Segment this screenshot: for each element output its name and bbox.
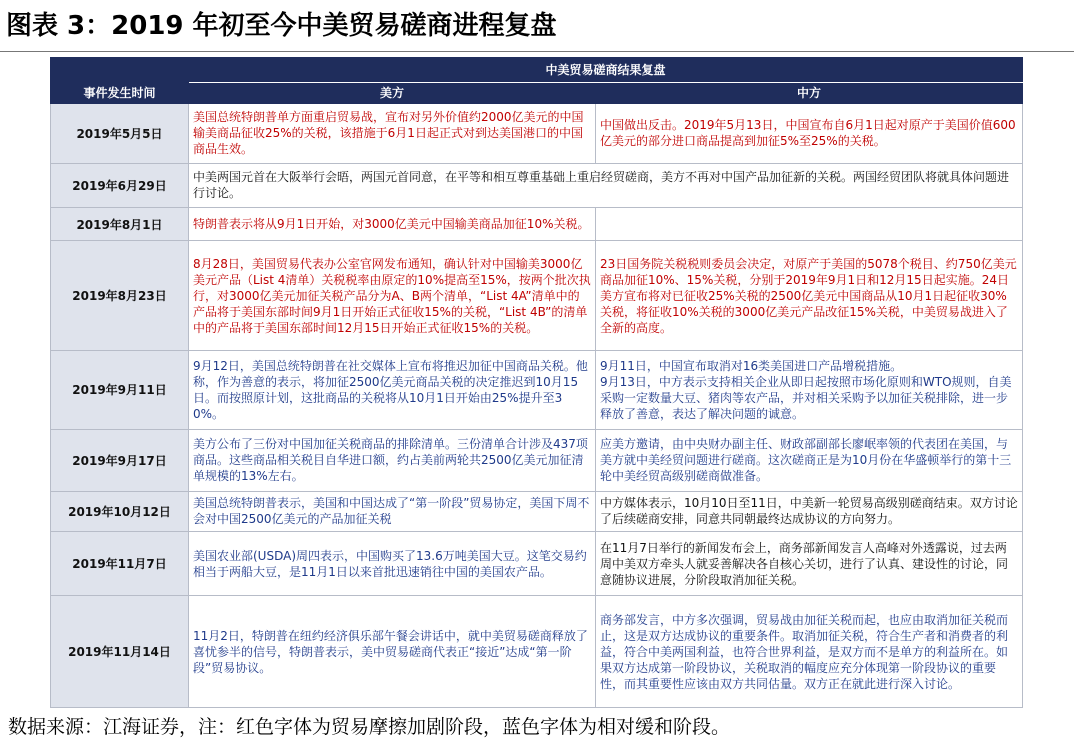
cn-action: 应美方邀请，由中央财办副主任、财政部副部长廖岷率领的代表团在美国，与美方就中美经贸问题进行磋商。这次磋商正是为10月份在华盛顿举行的第十三轮中美经贸高级别磋商做准备。 (596, 429, 1023, 491)
table-row (51, 491, 1023, 531)
group-header: 中美贸易磋商结果复盘 (189, 58, 1023, 83)
table-row (51, 429, 1023, 491)
event-date: 2019年11月14日 (51, 596, 189, 708)
table-row (51, 350, 1023, 429)
group-header-row (51, 58, 1023, 83)
event-date: 2019年9月11日 (51, 350, 189, 429)
table-row (51, 241, 1023, 351)
col-header-us: 美方 (189, 82, 596, 103)
cn-action-part-1: 9月11日，中国宣布取消对16类美国进口产品增税措施。 (600, 358, 903, 373)
us-action: 8月28日，美国贸易代表办公室官网发布通知，确认针对中国输美3000亿美元产品（List 4清单）关税税率由原定的10%提高至15%，按两个批次执行，对3000亿美元加征关税产品分为A、B两个清单，“List 4A”清单中的产品将于美国东部时间9月1日开始正式征收15%的关税，“List 4B”的清单中的产品将于美国东部时间12月15日开始正式征收15%的关税。 (189, 241, 596, 351)
us-action: 11月2日，特朗普在纽约经济俱乐部午餐会讲话中，就中美贸易磋商释放了喜忧参半的信号，特朗普表示，美中贸易磋商代表正“接近”达成“第一阶段”贸易协议。 (189, 596, 596, 708)
cn-action (596, 208, 1023, 241)
cn-action: 中方媒体表示，10月10日至11日，中美新一轮贸易高级别磋商结束。双方讨论了后续磋商安排，同意共同朝最终达成协议的方向努力。 (596, 491, 1023, 531)
source-note: 数据来源：江海证券，注：红色字体为贸易摩擦加剧阶段，蓝色字体为相对缓和阶段。 (8, 716, 731, 738)
cn-action-part-2: 9月13日，中方表示支持相关企业从即日起按照市场化原则和WTO规则，自美采购一定数量大豆、猪肉等农产品，并对相关采购予以加征关税排除，进一步释放了善意，表达了解决问题的诚意。 (600, 374, 1012, 421)
event-date: 2019年10月12日 (51, 491, 189, 531)
event-date: 2019年5月5日 (51, 103, 189, 163)
col-header-date: 事件发生时间 (51, 82, 189, 103)
table-row (51, 531, 1023, 595)
header-blank (51, 58, 189, 83)
column-header-row (51, 82, 1023, 103)
table-row (51, 163, 1023, 208)
title-divider (0, 51, 1074, 52)
figure-title: 图表 3：2019 年初至今中美贸易磋商进程复盘 (6, 11, 557, 41)
us-action: 美国总统特朗普单方面重启贸易战，宣布对另外价值约2000亿美元的中国输美商品征收25%的关税，该措施于6月1日起正式对到达美国港口的中国商品生效。 (189, 103, 596, 163)
table-row (51, 208, 1023, 241)
trade-negotiation-table (50, 57, 1023, 708)
cn-action: 中国做出反击。2019年5月13日，中国宣布自6月1日起对原产于美国价值600亿美元的部分进口商品提高到加征5%至25%的关税。 (596, 103, 1023, 163)
us-action: 美方公布了三份对中国加征关税商品的排除清单。三份清单合计涉及437项商品。这些商品相关税目自华进口额，约占美前两轮共2500亿美元加征清单规模的13%左右。 (189, 429, 596, 491)
table-row (51, 596, 1023, 708)
event-date: 2019年8月23日 (51, 241, 189, 351)
us-action: 特朗普表示将从9月1日开始，对3000亿美元中国输美商品加征10%关税。 (189, 208, 596, 241)
event-date: 2019年11月7日 (51, 531, 189, 595)
us-action: 美国总统特朗普表示，美国和中国达成了“第一阶段”贸易协定，美国下周不会对中国2500亿美元的产品加征关税 (189, 491, 596, 531)
event-date: 2019年9月17日 (51, 429, 189, 491)
event-date: 2019年8月1日 (51, 208, 189, 241)
event-date: 2019年6月29日 (51, 163, 189, 208)
cn-action (596, 350, 1023, 429)
cn-action: 在11月7日举行的新闻发布会上，商务部新闻发言人高峰对外透露说，过去两周中美双方牵头人就妥善解决各自核心关切，进行了认真、建设性的讨论，同意随协议进展，分阶段取消加征关税。 (596, 531, 1023, 595)
col-header-cn: 中方 (596, 82, 1023, 103)
us-action: 9月12日，美国总统特朗普在社交媒体上宣布将推迟加征中国商品关税。他称，作为善意的表示，将加征2500亿美元商品关税的决定推迟到10月15日。而按照原计划，这批商品的关税将从10月1日开始由25%提升至30%。 (189, 350, 596, 429)
us-action: 美国农业部(USDA)周四表示，中国购买了13.6万吨美国大豆。这笔交易约相当于两船大豆，是11月1日以来首批迅速销往中国的美国农产品。 (189, 531, 596, 595)
cn-action: 23日国务院关税税则委员会决定，对原产于美国的5078个税目、约750亿美元商品加征10%、15%关税，分别于2019年9月1日和12月15日起实施。24日美方宣布将对已征收25%关税的2500亿美元中国商品从10月1日起征收30%关税，将征收10%关税的3000亿美元产品改征15%关税，中美贸易战进入了全新的高度。 (596, 241, 1023, 351)
joint-action: 中美两国元首在大阪举行会晤，两国元首同意，在平等和相互尊重基础上重启经贸磋商，美方不再对中国产品加征新的关税。两国经贸团队将就具体问题进行讨论。 (189, 163, 1023, 208)
table-row (51, 103, 1023, 163)
cn-action: 商务部发言，中方多次强调，贸易战由加征关税而起，也应由取消加征关税而止，这是双方达成协议的重要条件。取消加征关税，符合生产者和消费者的利益，符合中美两国利益，也符合世界利益，是双方而不是单方的利益所在。如果双方达成第一阶段协议，关税取消的幅度应充分体现第一阶段协议的重要性，而其重要性应该由双方共同估量。双方正在就此进行深入讨论。 (596, 596, 1023, 708)
